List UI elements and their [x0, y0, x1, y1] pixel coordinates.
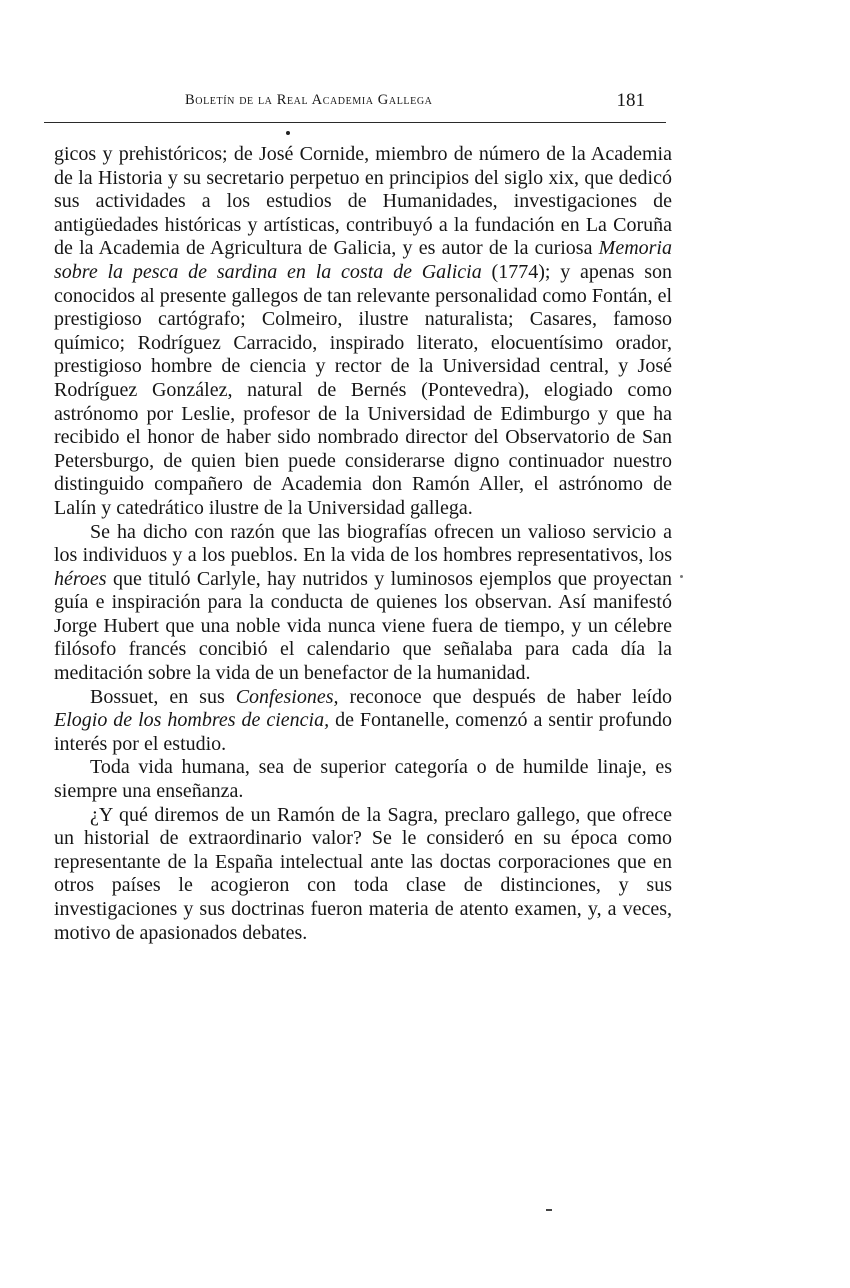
paragraph-text: Bossuet, en sus [90, 685, 236, 708]
page-header [185, 92, 645, 116]
paragraph-text: ¿Y qué diremos de un Ramón de la Sagra, preclaro gallego, que ofrece un historial de extraordinario valor? Se le consideró en su época como representante de la España intelectual ante las doctas corporaciones que en otros países le acogieron con toda clase de distinciones, y sus investigaciones y sus doctrinas fueron materia de atento examen, y, a veces, motivo de apasionados debates. [54, 803, 672, 944]
paragraph-text: (1774); y apenas son conocidos al presente gallegos de tan relevante personalidad como Fontán, el prestigioso cartógrafo; Colmeiro, ilustre naturalista; Casares, famoso químico; Rodríguez Carracido, inspirado literato, elocuentísimo orador, prestigioso hombre de ciencia y rector de la Universidad central, y José Rodríguez González, natural de Bernés (Pontevedra), elogiado como astrónomo por Leslie, profesor de la Universidad de Edimburgo y que ha recibido el honor de haber sido nombrado director del Observatorio de San Petersburgo, de quien bien puede considerarse digno continuador nuestro distinguido compañero de Academia don Ramón Aller, el astrónomo de Lalín y catedrático ilustre de la Universidad gallega. [54, 260, 672, 519]
paragraph-text: Toda vida humana, sea de superior categoría o de humilde linaje, es siempre una enseñanza. [54, 756, 672, 803]
page-number: 181 [616, 90, 645, 111]
italic-title: Confesiones, [235, 685, 339, 708]
header-rule [44, 122, 666, 123]
print-speck [286, 131, 290, 135]
italic-title: Elogio de los hombres de ciencia, [54, 709, 330, 732]
paragraph [54, 804, 672, 946]
paragraph-text: gicos y prehistóricos; de José Cornide, miembro de número de la Academia de la Historia y su secretario perpetuo en principios del siglo xix, que dedicó sus actividades a los estudios de Humanidades, investigaciones de antigüedades históricas y artísticas, contribuyó a la fundación en La Coruña de la Academia de Agricultura de Galicia, y es autor de la curiosa [54, 143, 672, 260]
italic-title: héroes [54, 567, 107, 590]
paragraph-text: de Fontanelle, comenzó a sentir profundo interés por el estudio. [54, 709, 673, 755]
print-speck [546, 1209, 552, 1211]
paragraph-text: que tituló Carlyle, hay nutridos y luminosos ejemplos que proyectan guía e inspiración para la conducta de quienes los observan. Así manifestó Jorge Hubert que una noble vida nunca viene fuera de tiempo, y un célebre filósofo francés concibió el calendario que señalaba para cada día la meditación sobre la vida de un benefactor de la humanidad. [54, 567, 672, 685]
print-speck [680, 575, 683, 578]
italic-title: Memoria sobre la pesca de sardina en la costa de Galicia [54, 237, 672, 283]
paragraph-text: Se ha dicho con razón que las biografías ofrecen un valioso servicio a los individuos y a los pueblos. En la vida de los hombres representativos, los [54, 520, 672, 567]
paragraph-text: reconoce que después de haber leído [338, 685, 672, 708]
paragraph [54, 686, 672, 757]
body-text [54, 143, 672, 945]
paragraph [54, 143, 672, 521]
running-title: Boletín de la Real Academia Gallega [185, 92, 433, 108]
paragraph [54, 756, 672, 803]
paragraph [54, 521, 672, 686]
